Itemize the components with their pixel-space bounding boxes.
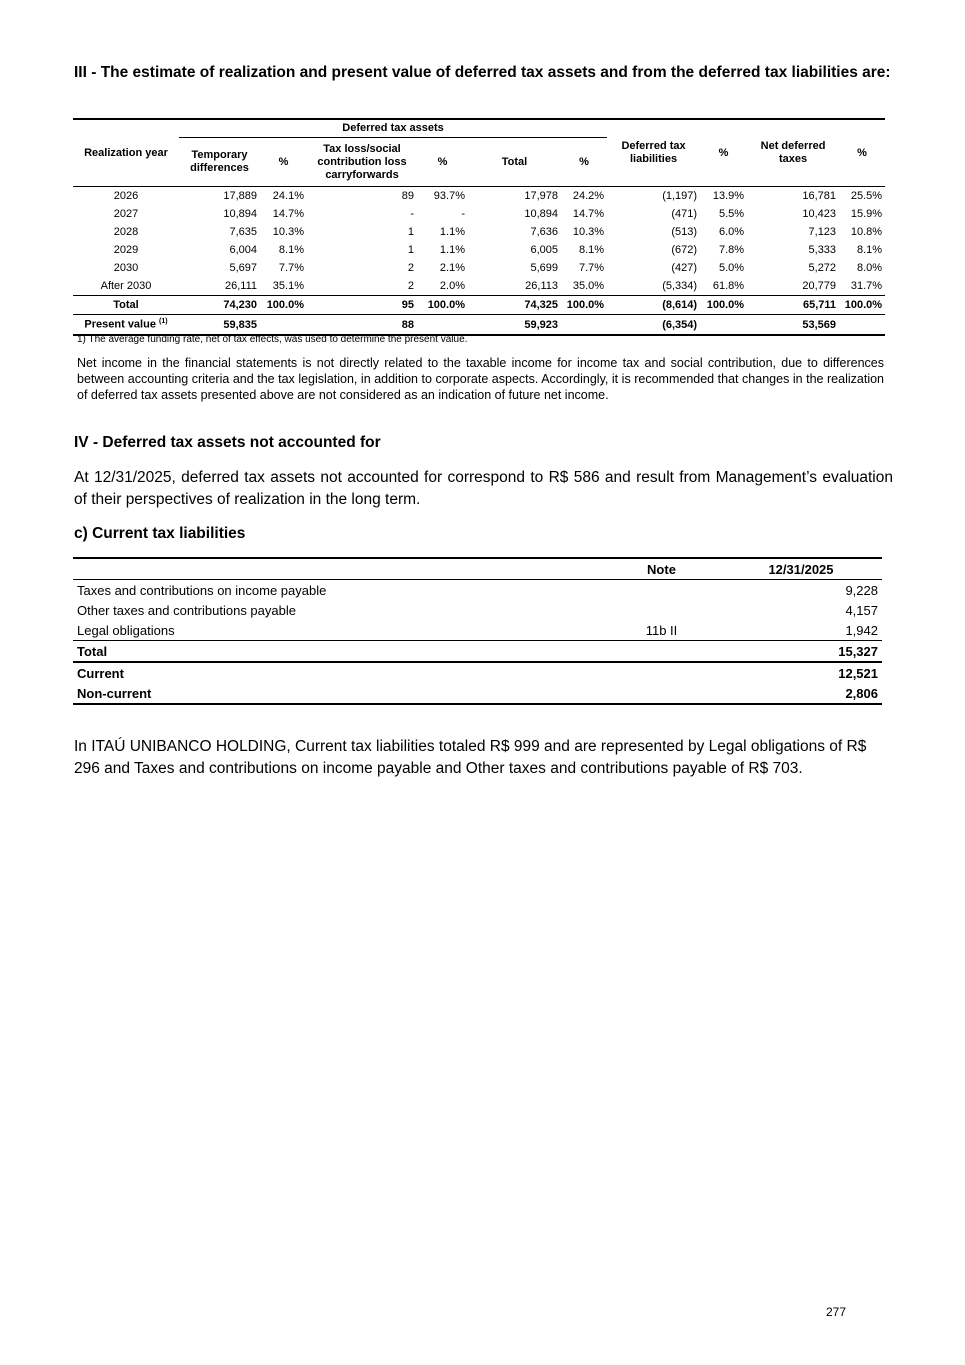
cell-total: 5,699 <box>530 262 558 274</box>
table-row <box>73 187 885 206</box>
total-temp-pct: 100.0% <box>260 296 307 315</box>
cell-total: 10,894 <box>524 208 558 220</box>
cell-net: 5,333 <box>808 244 837 256</box>
cell-loss-pct: 2.0% <box>439 280 465 292</box>
table-row <box>73 600 882 620</box>
total-label: Total <box>73 641 603 663</box>
cell-net-pct: 15.9% <box>850 208 883 220</box>
realization-year-cell: 2030 <box>113 262 139 274</box>
current-tax-liabilities-table <box>73 557 882 705</box>
cell-liab-pct: 5.5% <box>718 208 745 220</box>
current-label: Current <box>77 665 124 681</box>
row-value: 4,157 <box>845 602 878 618</box>
cell-liab: (5,334) <box>662 280 698 292</box>
pv-liab: (6,354) <box>607 315 700 336</box>
row-value: 9,228 <box>845 582 878 598</box>
cell-loss: 2 <box>407 280 414 292</box>
cell-net: 10,423 <box>802 208 837 220</box>
present-value-row <box>73 315 885 336</box>
row-note <box>603 580 720 601</box>
cell-total-pct: 7.7% <box>578 262 605 274</box>
cell-total: 6,005 <box>530 244 558 256</box>
cell-liab: (672) <box>671 244 698 256</box>
empty-cell <box>260 315 307 336</box>
total-loss-pct: 100.0% <box>417 296 468 315</box>
cell-temp-pct: 35.1% <box>272 280 304 292</box>
cell-liab: (513) <box>671 226 698 238</box>
cell-temp-pct: 14.7% <box>272 208 304 220</box>
cell-net-pct: 31.7% <box>850 280 883 292</box>
header-tax-loss-pct: % <box>417 138 468 187</box>
row-label: Other taxes and contributions payable <box>77 602 296 618</box>
cell-total-pct: 8.1% <box>578 244 605 256</box>
header-net-deferred-taxes: Net deferred taxes <box>747 119 839 187</box>
cell-net-pct: 8.1% <box>856 244 883 256</box>
cell-net: 7,123 <box>808 226 837 238</box>
header-blank <box>73 558 603 580</box>
total-value: 15,327 <box>720 641 882 663</box>
header-note: Note <box>603 558 720 580</box>
header-temporary-pct: % <box>260 138 307 187</box>
table-row <box>73 580 882 601</box>
cell-total: 26,113 <box>525 280 558 292</box>
total-net: 65,711 <box>747 296 839 315</box>
noncurrent-label: Non-current <box>73 683 603 704</box>
net-income-paragraph: Net income in the financial statements is not directly related to the taxable income for income tax and social contribution, due to differences between accounting criteria and the tax legislation, in addition to corporate aspects. Accordingly, it is recommended that changes in the realization of deferred tax assets presented above are not considered as an indication of future net income. <box>77 356 884 402</box>
cell-loss: 2 <box>407 262 414 274</box>
cell-liab: (1,197) <box>662 190 698 202</box>
cell-total-pct: 35.0% <box>572 280 605 292</box>
table-footnote: 1) The average funding rate, net of tax effects, was used to determine the present value. <box>77 334 468 345</box>
row-label: Taxes and contributions on income payable <box>77 582 327 598</box>
cell-loss: 1 <box>407 226 414 238</box>
cell-liab-pct: 6.0% <box>718 226 745 238</box>
total-row <box>73 641 882 663</box>
table-row <box>73 277 885 296</box>
header-deferred-tax-liabilities: Deferred tax liabilities <box>607 119 700 187</box>
current-row <box>73 662 882 683</box>
row-note: 11b II <box>645 622 678 638</box>
realization-year-cell: After 2030 <box>100 280 152 292</box>
empty-cell <box>700 315 747 336</box>
empty-cell <box>417 315 468 336</box>
header-temporary-differences: Temporary differences <box>179 138 260 187</box>
total-row <box>73 296 885 315</box>
table-row <box>73 620 882 641</box>
cell-liab: (427) <box>671 262 698 274</box>
cell-total-pct: 14.7% <box>572 208 605 220</box>
cell-temp-pct: 24.1% <box>272 190 304 202</box>
cell-liab: (471) <box>671 208 698 220</box>
present-value-label <box>73 315 179 336</box>
pv-net: 53,569 <box>747 315 839 336</box>
header-deferred-tax-assets: Deferred tax assets <box>179 119 607 138</box>
realization-year-cell: 2028 <box>113 226 139 238</box>
section-c-heading: c) Current tax liabilities <box>74 525 246 542</box>
cell-liab-pct: 7.8% <box>718 244 745 256</box>
cell-net: 20,779 <box>802 280 837 292</box>
cell-loss-pct: 1.1% <box>439 226 465 238</box>
cell-temp: 26,111 <box>224 280 257 292</box>
header-realization-year: Realization year <box>73 119 179 187</box>
cell-temp: 6,004 <box>229 244 257 256</box>
cell-loss-pct: - <box>461 208 465 220</box>
total-liab-pct: 100.0% <box>700 296 747 315</box>
cell-loss-pct: 2.1% <box>439 262 465 274</box>
cell-temp: 17,889 <box>223 190 257 202</box>
section-4-heading: IV - Deferred tax assets not accounted for <box>74 434 381 451</box>
cell-loss: - <box>410 208 414 220</box>
realization-year-cell: 2029 <box>113 244 139 256</box>
cell-total-pct: 10.3% <box>572 226 605 238</box>
table-row <box>73 259 885 277</box>
not-accounted-paragraph: At 12/31/2025, deferred tax assets not accounted for correspond to R$ 586 and result from Management’s evaluation of their perspectives of realization in the long term. <box>74 469 893 508</box>
cell-net: 5,272 <box>808 262 837 274</box>
cell-net-pct: 25.5% <box>850 190 883 202</box>
realization-year-cell: 2027 <box>113 208 139 220</box>
footnote-marker: (1) <box>159 318 168 326</box>
row-value: 1,942 <box>845 622 878 638</box>
section-3-heading: III - The estimate of realization and present value of deferred tax assets and from the deferred tax liabilities are: <box>74 64 891 81</box>
cell-temp-pct: 10.3% <box>272 226 304 238</box>
cell-total: 17,978 <box>524 190 558 202</box>
header-date: 12/31/2025 <box>720 558 882 580</box>
total-total-pct: 100.0% <box>561 296 607 315</box>
cell-total-pct: 24.2% <box>572 190 605 202</box>
realization-year-cell: 2026 <box>113 190 139 202</box>
table-row <box>73 241 885 259</box>
header-tax-loss: Tax loss/social contribution loss carryforwards <box>307 138 417 187</box>
cell-temp-pct: 8.1% <box>278 244 304 256</box>
total-total: 74,325 <box>468 296 561 315</box>
cell-loss-pct: 93.7% <box>433 190 465 202</box>
cell-loss: 89 <box>401 190 414 202</box>
header-total-pct: % <box>561 138 607 187</box>
cell-loss: 1 <box>407 244 414 256</box>
total-label: Total <box>73 296 179 315</box>
present-value-text: Present value <box>84 318 156 331</box>
cell-net-pct: 10.8% <box>850 226 883 238</box>
cell-temp: 10,894 <box>223 208 257 220</box>
pv-loss: 88 <box>307 315 417 336</box>
deferred-tax-table <box>73 118 885 336</box>
cell-total: 7,636 <box>530 226 558 238</box>
header-net-pct: % <box>839 119 885 187</box>
cell-liab-pct: 5.0% <box>718 262 745 274</box>
total-liab: (8,614) <box>607 296 700 315</box>
table-row <box>73 223 885 241</box>
cell-liab-pct: 61.8% <box>712 280 745 292</box>
cell-liab-pct: 13.9% <box>712 190 745 202</box>
header-liabilities-pct: % <box>700 119 747 187</box>
cell-temp: 7,635 <box>229 226 257 238</box>
cell-loss-pct: 1.1% <box>439 244 465 256</box>
itau-holding-paragraph: In ITAÚ UNIBANCO HOLDING, Current tax liabilities totaled R$ 999 and are represented by Legal obligations of R$ 296 and Taxes and contributions on income payable and Other taxes and contributions payable of R$ 703. <box>74 738 867 777</box>
current-value: 12,521 <box>838 665 878 681</box>
row-note <box>603 600 720 620</box>
empty-cell <box>839 315 885 336</box>
cell-net: 16,781 <box>802 190 837 202</box>
empty-cell <box>561 315 607 336</box>
cell-temp: 5,697 <box>229 262 257 274</box>
table-row <box>73 205 885 223</box>
cell-net-pct: 8.0% <box>856 262 883 274</box>
total-temp: 74,230 <box>179 296 260 315</box>
page-number: 277 <box>826 1305 847 1319</box>
pv-total: 59,923 <box>468 315 561 336</box>
total-loss: 95 <box>307 296 417 315</box>
total-net-pct: 100.0% <box>839 296 885 315</box>
pv-temp: 59,835 <box>179 315 260 336</box>
cell-temp-pct: 7.7% <box>278 262 304 274</box>
noncurrent-row <box>73 683 882 704</box>
row-label: Legal obligations <box>77 622 175 638</box>
noncurrent-value: 2,806 <box>720 683 882 704</box>
header-total: Total <box>468 138 561 187</box>
